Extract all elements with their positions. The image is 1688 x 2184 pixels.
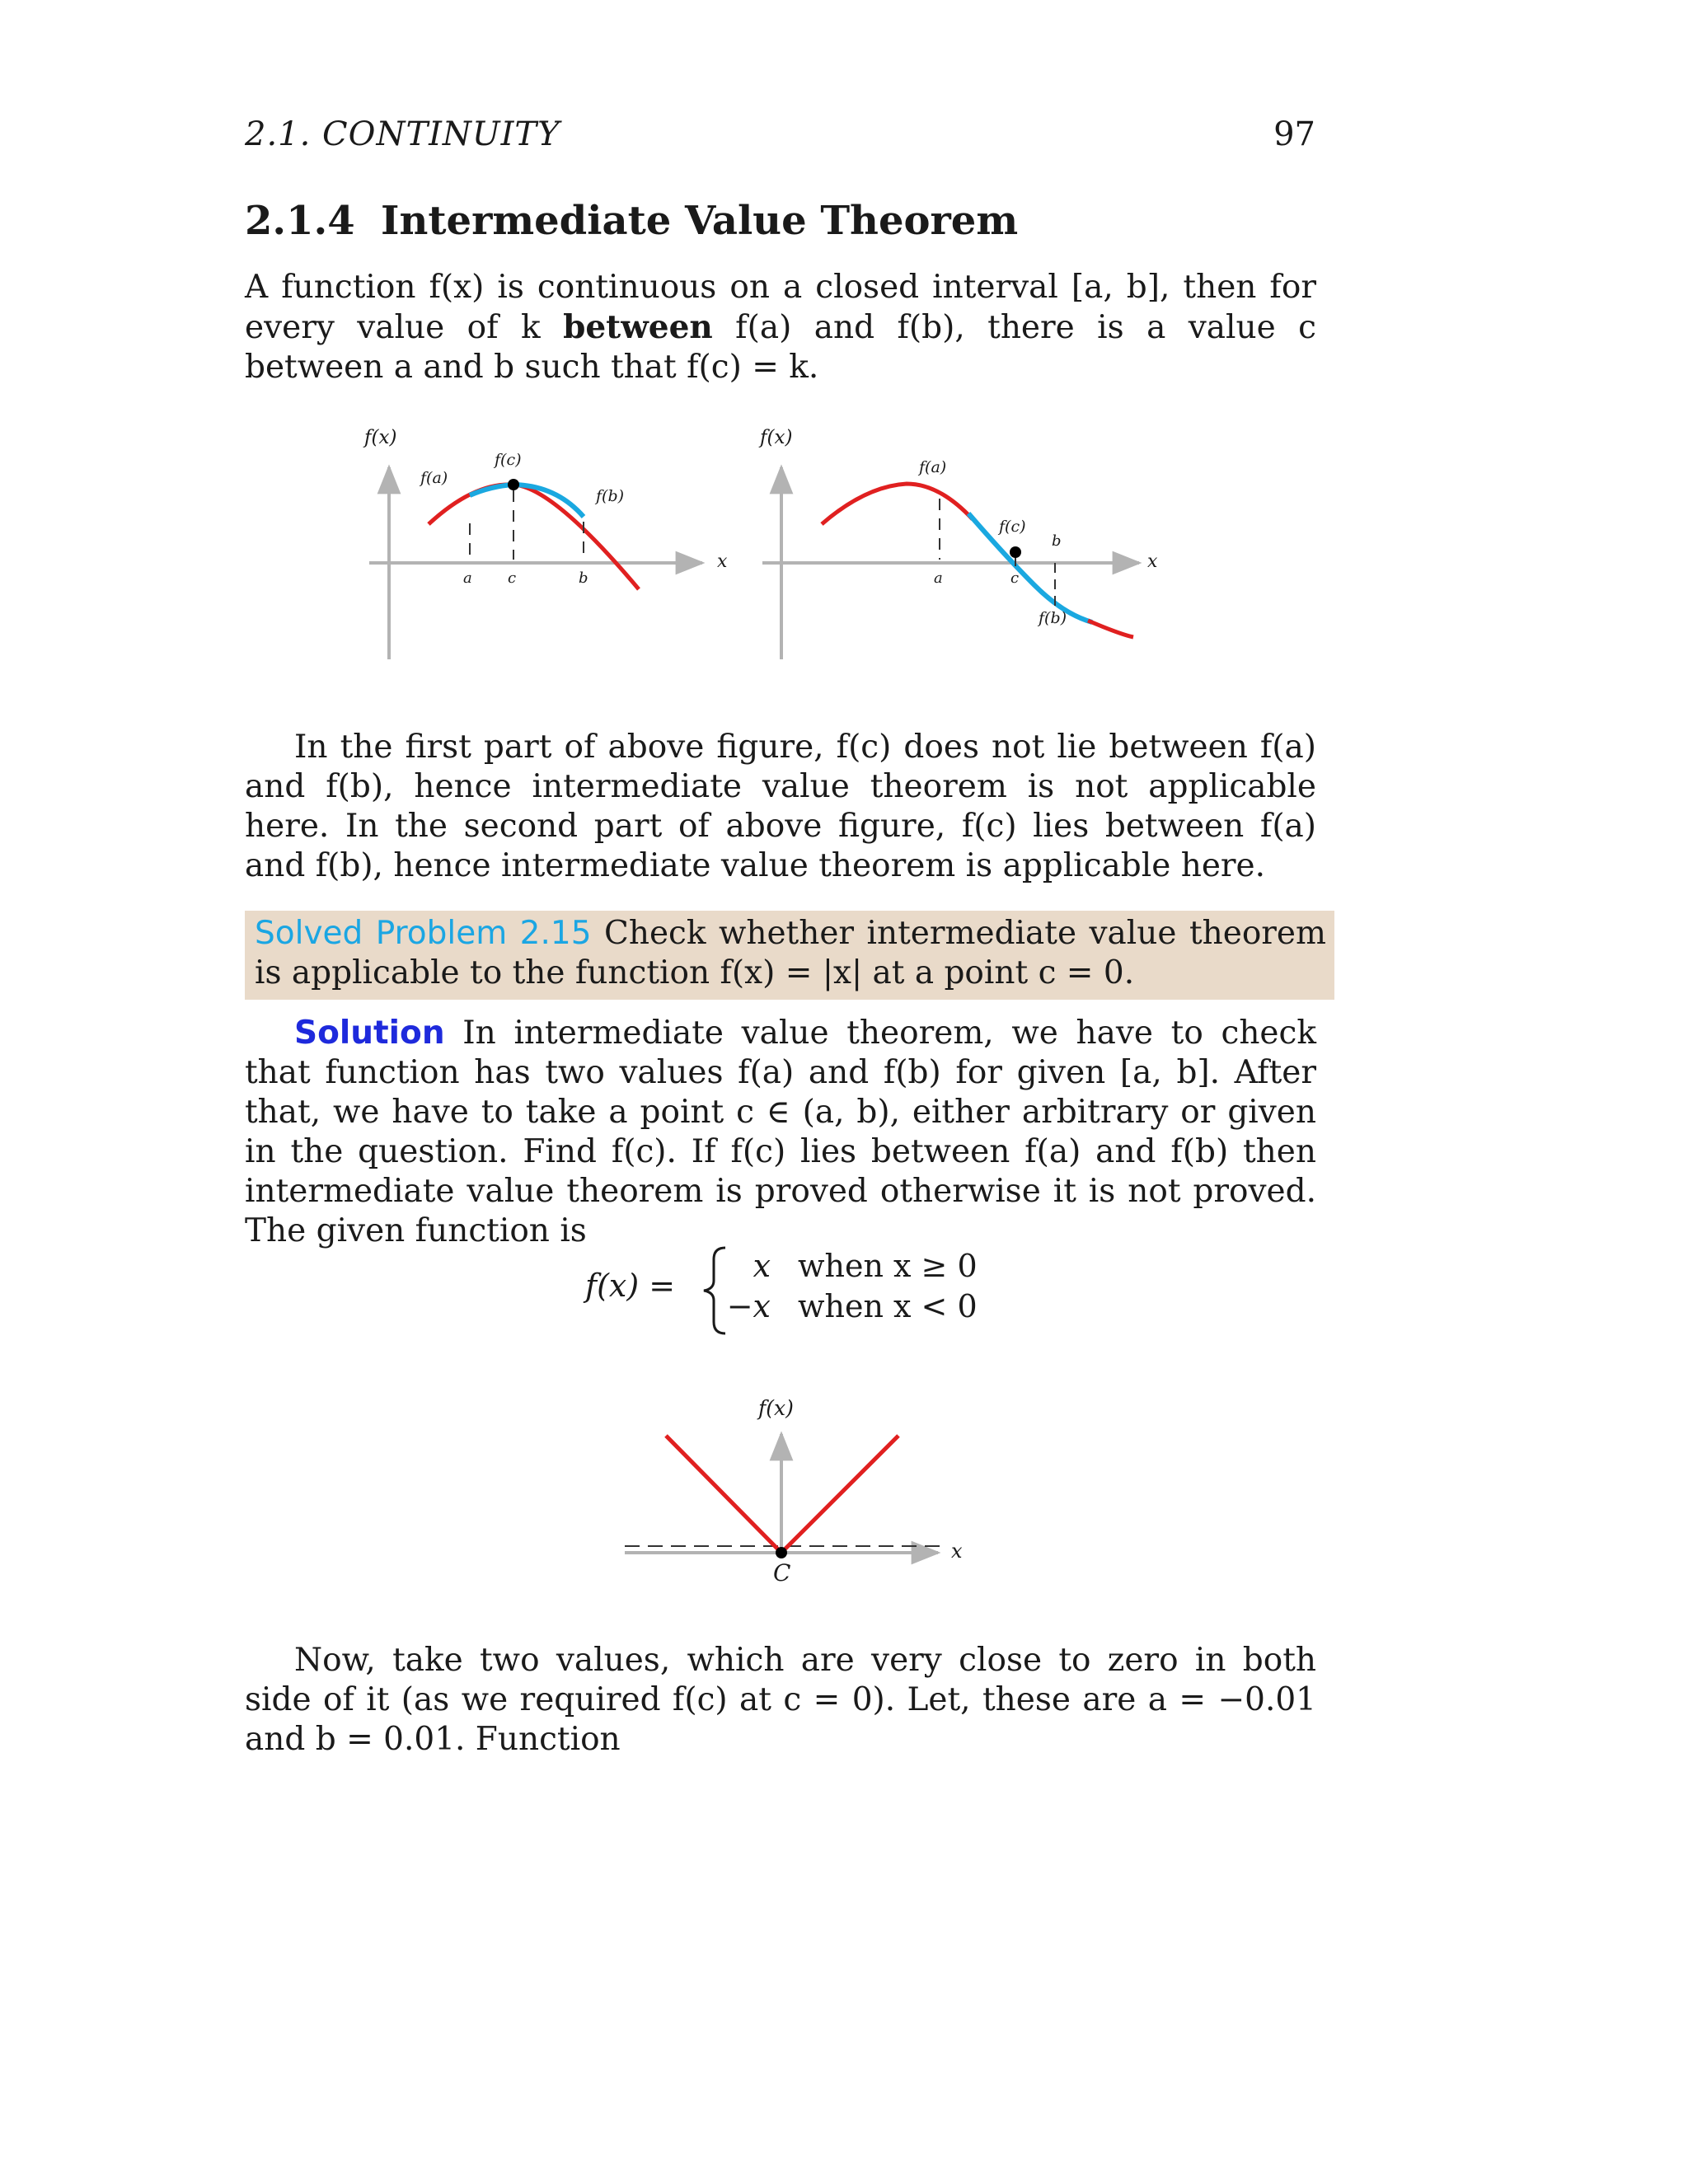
right-fa-label: f(a) [919,458,947,476]
problem-text: Check whether intermediate value theorem is applicable to the function f(x) = |x| at a point c = 0. [255,915,1326,991]
left-y-label: f(x) [364,427,397,448]
equation-row1-cond: when x ≥ 0 [798,1248,978,1284]
right-x-label: x [1147,551,1158,572]
explanation-text: In the first part of above figure, f(c) does not lie between f(a) and f(b), hence intermediate value theorem is not applicable here. In the second part of above figure, f(c) lies between f(a) and f(b), hence intermediate value theorem is applicable here. [245,729,1316,884]
equation-row1-expr: x [753,1248,771,1284]
right-fc-point [1010,546,1021,558]
left-x-label: x [717,551,728,572]
theorem-text-bold: between [563,308,713,346]
fig2-c-point [776,1547,787,1558]
left-fb-label: f(b) [596,487,625,505]
right-fb-label: f(b) [1039,609,1067,627]
closing-paragraph [245,1641,1316,1760]
fig2-x-label: x [951,1540,963,1563]
solved-problem [255,914,1326,993]
left-fa-label: f(a) [420,469,448,487]
solution-text: In intermediate value theorem, we have to check that function has two values f(a) and f(b) for given [a, b]. After that, we have to take a point c ∈ (a, b), either arbitrary or given in the question. Find f(c). If f(c) lies between f(a) and f(b) then intermediate value theorem is proved otherwise it is not proved. The given function is [245,1015,1316,1249]
right-y-label: f(x) [760,427,793,448]
right-curve-inner [968,513,1092,622]
left-panel [363,427,728,659]
equation-row2-cond: when x < 0 [798,1288,978,1324]
running-head: 2.1. CONTINUITY [245,115,560,153]
left-c-label: c [508,569,517,587]
problem-label: Solved Problem 2.15 [255,915,592,952]
ivt-figure [346,416,1187,672]
left-fc-point [508,479,519,490]
section-title: Intermediate Value Theorem [381,198,1019,244]
right-panel [758,427,1158,659]
left-fc-label: f(c) [495,451,522,469]
right-curve-right-red [1088,621,1133,637]
abs-function-figure [610,1393,989,1591]
left-b-label: b [579,569,588,587]
section-number: 2.1.4 [245,198,355,244]
theorem-text-part2: f(a) and f(b), there is a value c between a and b such that f(c) = k. [245,309,1316,386]
fig2-c-label: C [773,1559,791,1586]
section-heading [245,198,1018,244]
theorem-paragraph [245,268,1316,387]
right-c-label: c [1010,569,1020,587]
right-b-label: b [1052,532,1062,550]
solution-label: Solution [294,1015,445,1052]
fig2-y-label: f(x) [758,1396,794,1420]
closing-text: Now, take two values, which are very close to zero in both side of it (as we required f(c) at c = 0). Let, these are a = −0.01 and b = 0.01. Function [245,1642,1316,1758]
equation-row2-expr: −x [726,1288,771,1324]
theorem-text-part1: A function f(x) is continuous on a closed interval [a, b], then for every value of k [245,269,1316,346]
explanation-paragraph [245,728,1316,886]
piecewise-equation [569,1236,997,1343]
equation-lhs: f(x) = [585,1268,676,1304]
right-curve-left-red [822,484,973,524]
solution-paragraph [245,1014,1316,1251]
page-number: 97 [1273,115,1315,153]
right-a-label: a [934,569,943,587]
equation-brace [704,1248,725,1333]
right-fc-label: f(c) [999,518,1026,536]
left-a-label: a [463,569,472,587]
